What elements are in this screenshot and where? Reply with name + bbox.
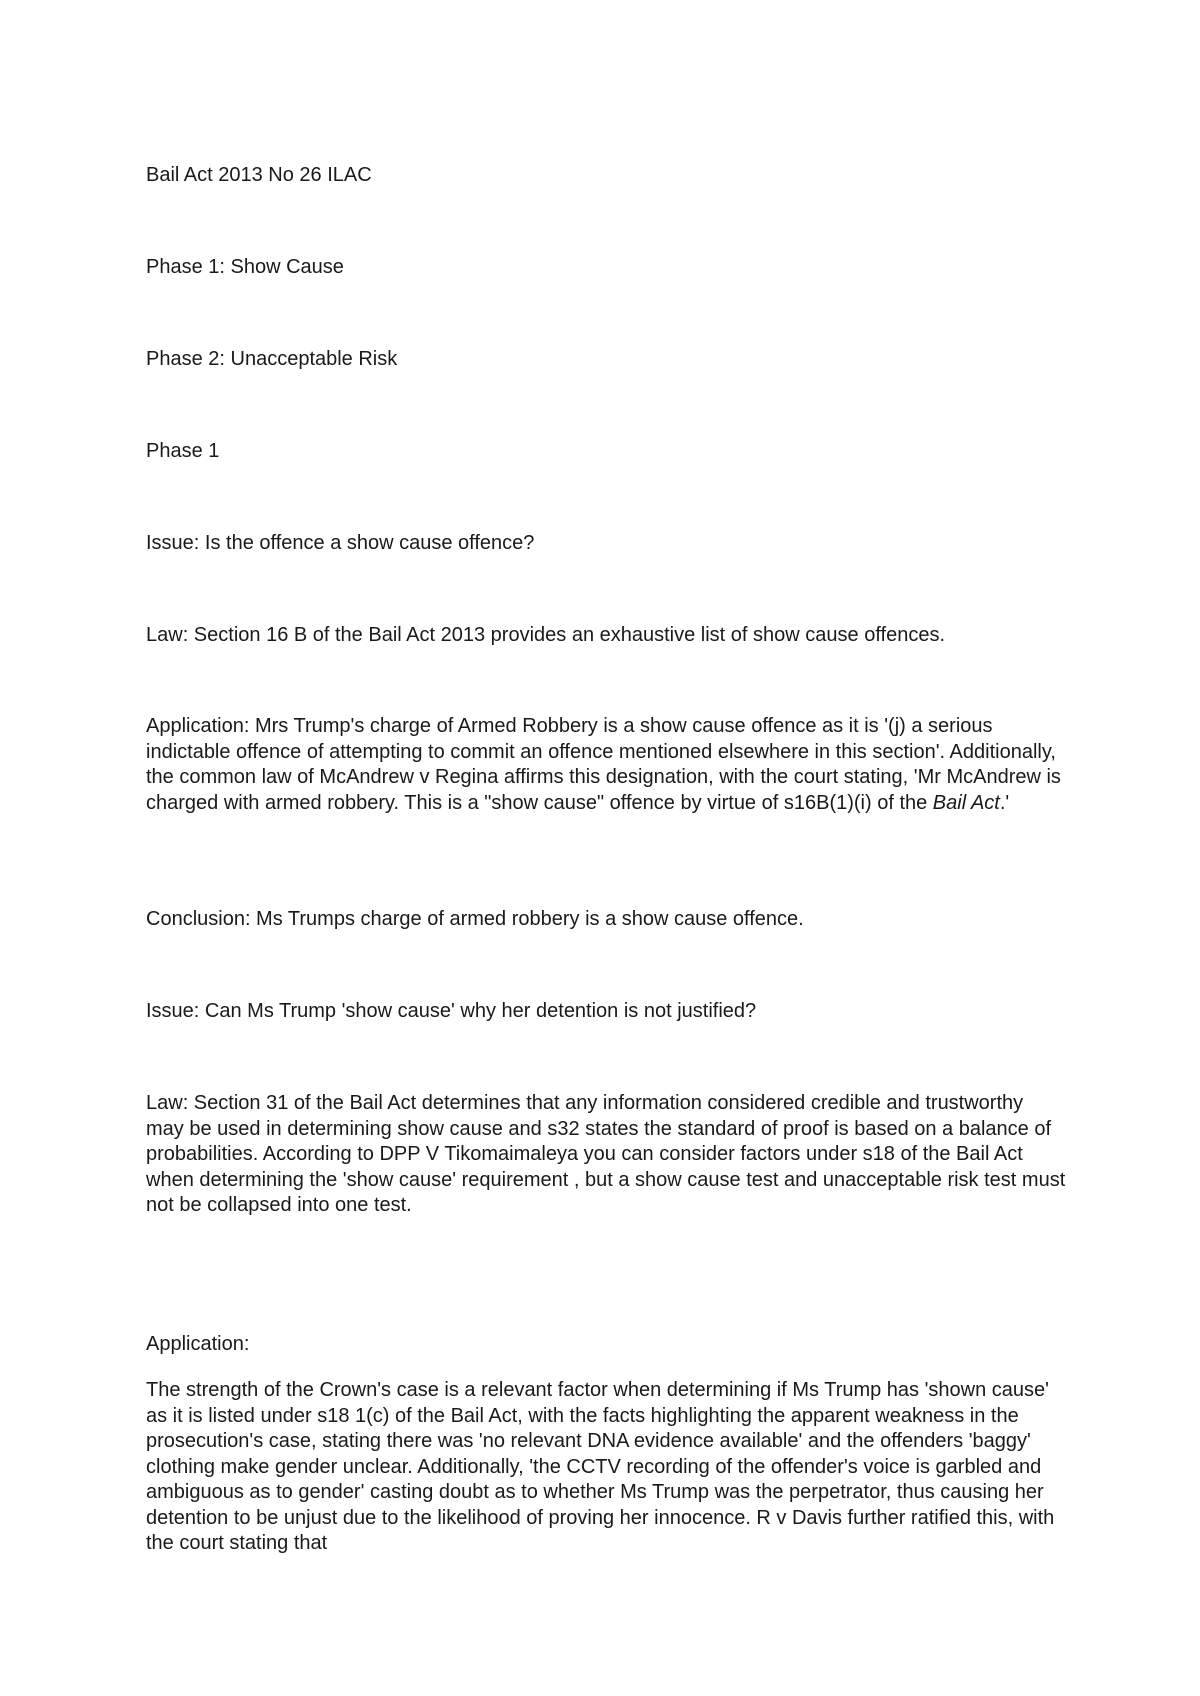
law1-paragraph: Law: Section 16 B of the Bail Act 2013 provides an exhaustive list of show cause offences. xyxy=(146,624,946,646)
law2-paragraph: Law: Section 31 of the Bail Act determines that any information considered credible and trustworthy may be used in determining show cause and s32 states the standard of proof is based on a balance of probabilities. According to DPP V Tikomaimaleya you can consider factors under s18 of the Bail Act when determining the 'show cause' requirement , but a show cause test and unacceptable risk test must not be collapsed into one test. xyxy=(146,1092,1066,1216)
application2-label: Application: xyxy=(146,1333,250,1355)
conclusion1-paragraph: Conclusion: Ms Trumps charge of armed robbery is a show cause offence. xyxy=(146,908,804,930)
phase1-heading: Phase 1: Show Cause xyxy=(146,256,344,278)
phase2-heading: Phase 2: Unacceptable Risk xyxy=(146,348,398,370)
application1-paragraph xyxy=(146,714,1066,816)
issue1-paragraph: Issue: Is the offence a show cause offence? xyxy=(146,532,535,554)
document-title: Bail Act 2013 No 26 ILAC xyxy=(146,164,372,186)
application2-paragraph: The strength of the Crown's case is a relevant factor when determining if Ms Trump has 'shown cause' as it is listed under s18 1(c) of the Bail Act, with the facts highlighting the apparent weakness in the prosecution's case, stating there was 'no relevant DNA evidence available' and the offenders 'baggy' clothing make gender unclear. Additionally, 'the CCTV recording of the offender's voice is garbled and ambiguous as to gender' casting doubt as to whether Ms Trump was the perpetrator, thus causing her detention to be unjust due to the likelihood of proving her innocence. R v Davis further ratified this, with the court stating that xyxy=(146,1379,1055,1554)
issue2-paragraph: Issue: Can Ms Trump 'show cause' why her detention is not justified? xyxy=(146,1000,757,1022)
application1-italic-act: Bail Act xyxy=(932,791,1000,814)
application1-text-end: .' xyxy=(999,791,1010,814)
phase1-label: Phase 1 xyxy=(146,440,220,462)
application1-text: Application: Mrs Trump's charge of Armed Robbery is a show cause offence as it is '(j) a serious indictable offence of attempting to commit an offence mentioned elsewhere in this section'. Additionally, the common law of McAndrew v Regina affirms this designation, with the court stating, 'Mr McAndrew is charged with armed robbery. This is a "show cause" offence by virtue of s16B(1)(i) of the xyxy=(146,715,1061,814)
